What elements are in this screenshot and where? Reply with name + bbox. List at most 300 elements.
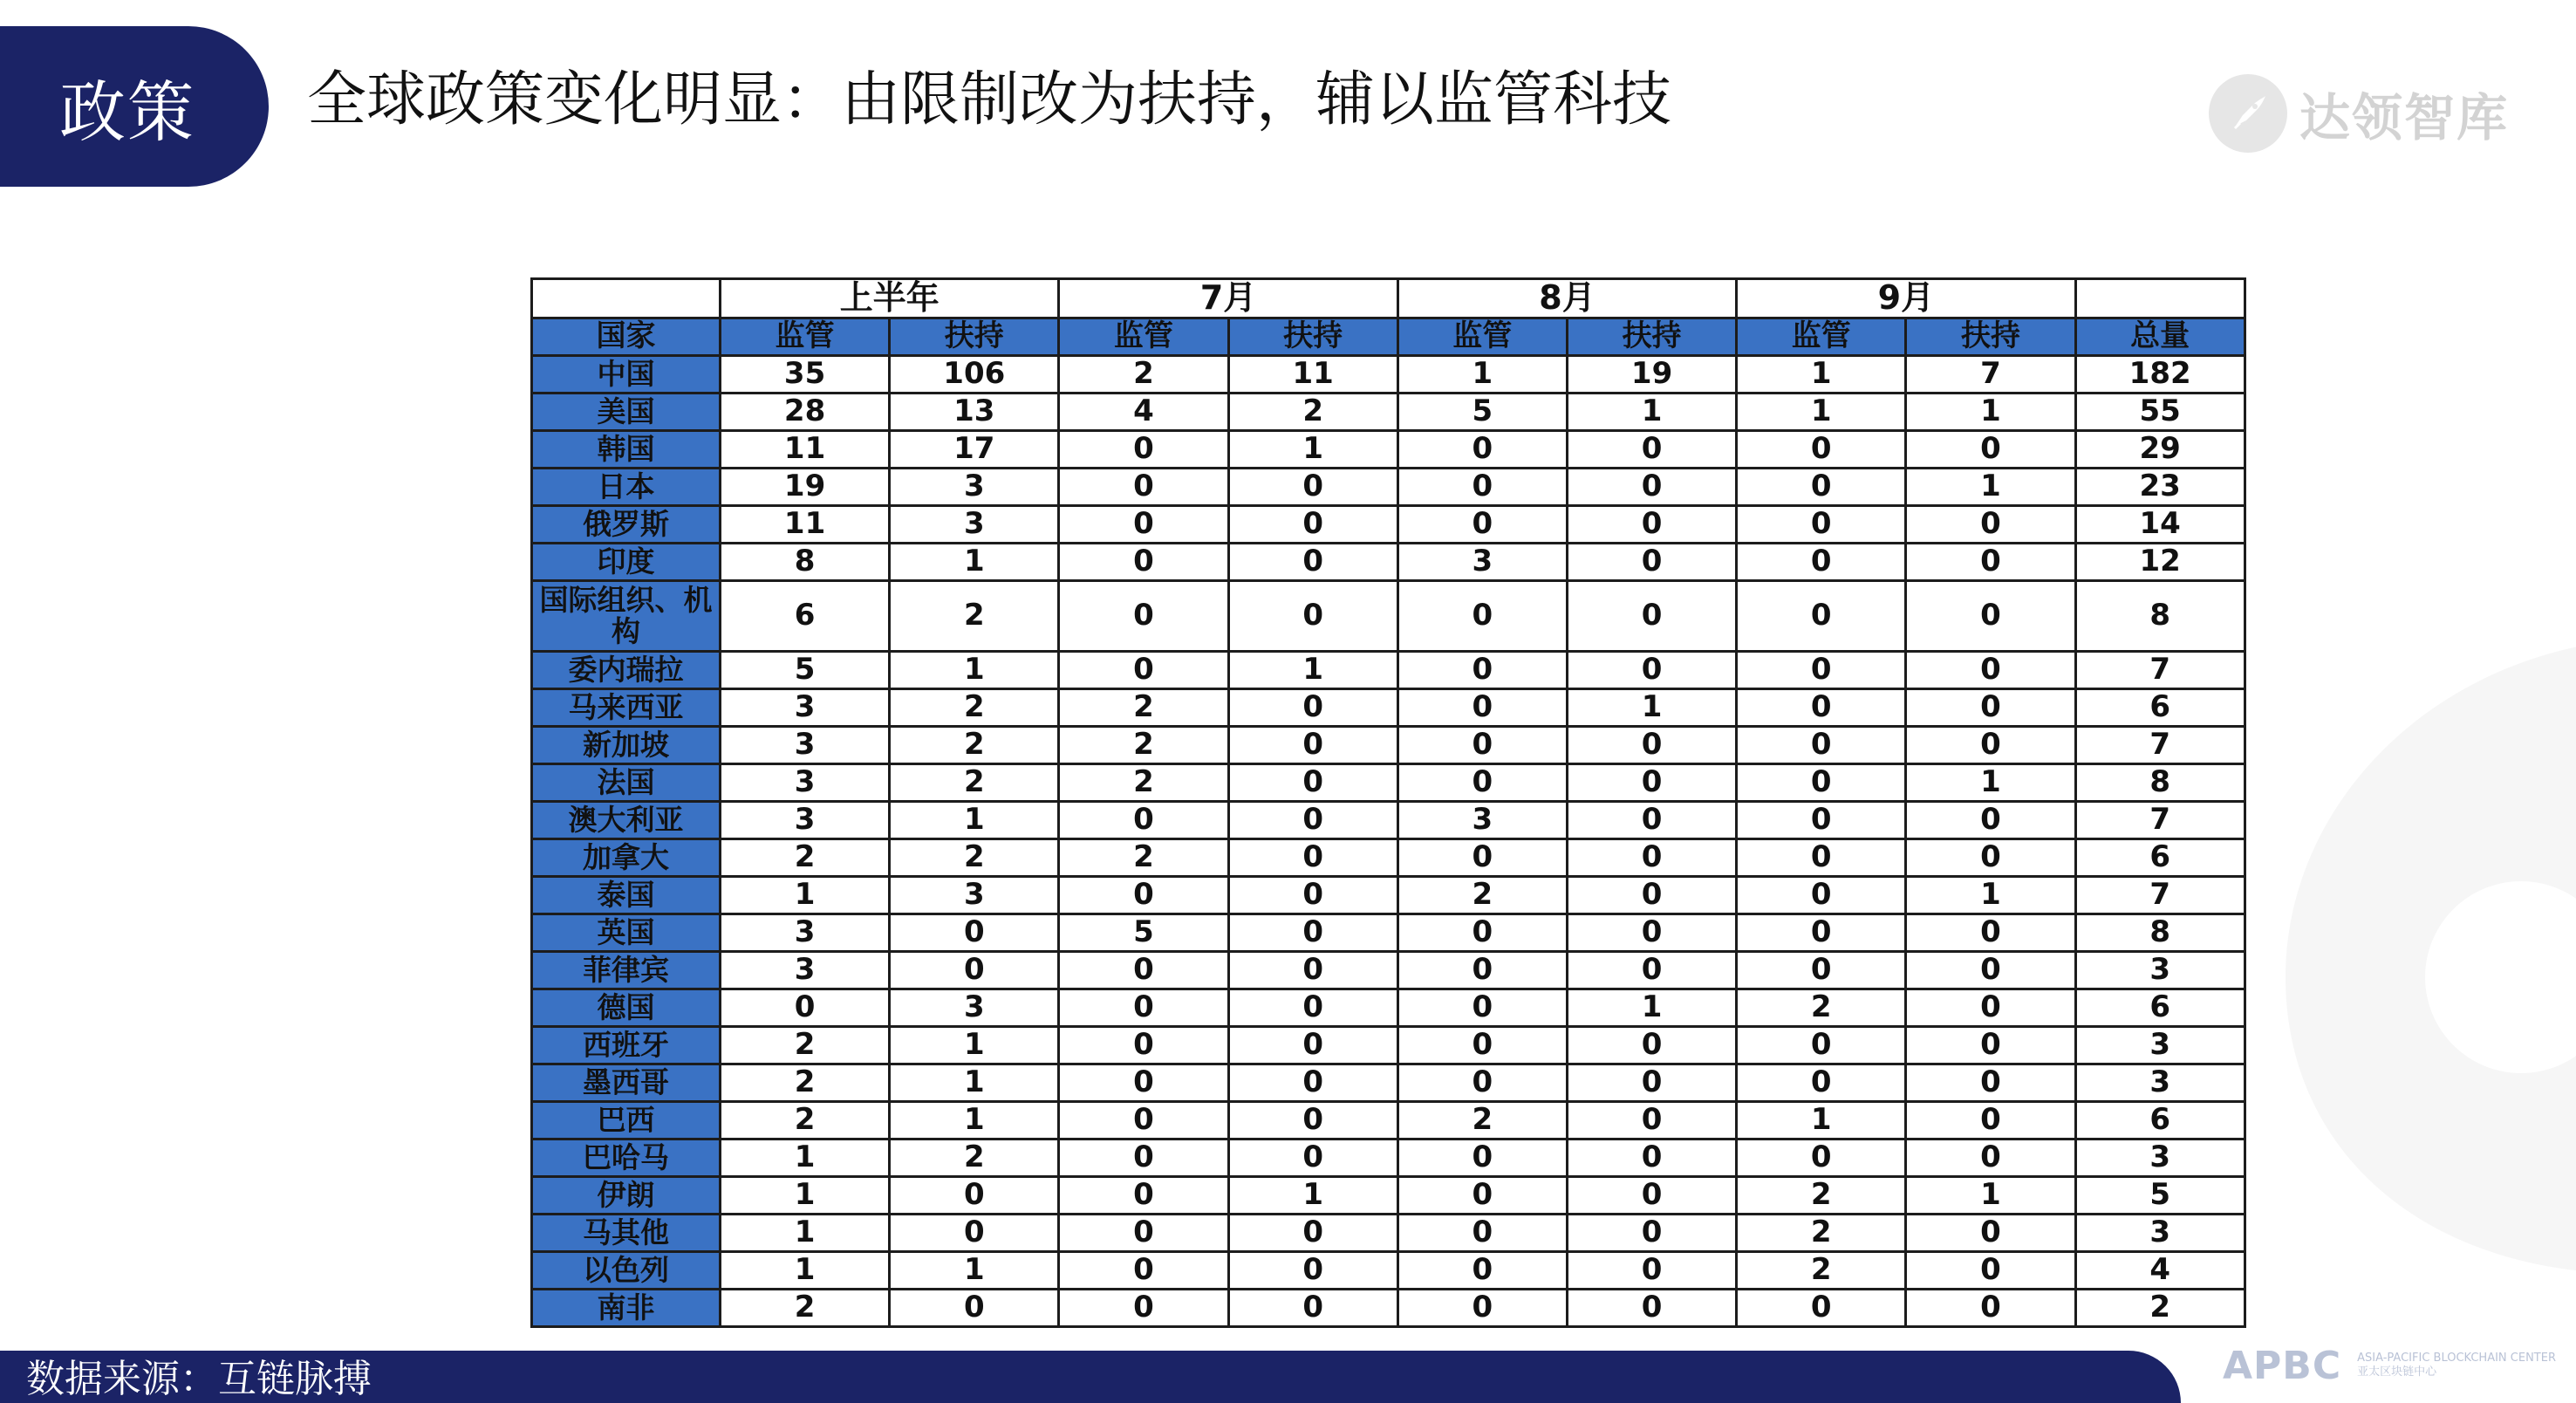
value-cell: 0 — [1059, 1290, 1228, 1327]
apbc-en: ASIA-PACIFIC BLOCKCHAIN CENTER — [2357, 1352, 2556, 1365]
value-cell: 2 — [721, 1290, 890, 1327]
value-cell: 0 — [1906, 652, 2075, 689]
apbc-caption — [2357, 1352, 2556, 1379]
value-cell: 19 — [721, 469, 890, 506]
value-cell: 1 — [1567, 989, 1736, 1027]
value-cell: 0 — [1567, 1140, 1736, 1177]
value-cell: 1 — [890, 802, 1059, 839]
country-cell: 菲律宾 — [532, 952, 721, 989]
country-cell: 巴西 — [532, 1102, 721, 1140]
value-cell: 1 — [1228, 652, 1397, 689]
value-cell: 3 — [721, 952, 890, 989]
page-title: 全球政策变化明显：由限制改为扶持，辅以监管科技 — [307, 65, 1672, 134]
value-cell: 0 — [1567, 802, 1736, 839]
value-cell: 0 — [890, 1215, 1059, 1252]
value-cell: 35 — [721, 356, 890, 394]
value-cell: 0 — [1737, 802, 1906, 839]
col-jul-support: 扶持 — [1228, 318, 1397, 356]
brand-name: 达领智库 — [2299, 88, 2510, 147]
country-cell: 泰国 — [532, 877, 721, 914]
country-cell: 韩国 — [532, 431, 721, 469]
value-cell: 0 — [1737, 581, 1906, 652]
value-cell: 3 — [721, 764, 890, 802]
table-row — [532, 689, 2245, 727]
country-cell: 委内瑞拉 — [532, 652, 721, 689]
value-cell: 0 — [1397, 581, 1567, 652]
country-cell: 西班牙 — [532, 1027, 721, 1064]
value-cell: 2 — [1397, 877, 1567, 914]
value-cell: 0 — [1397, 469, 1567, 506]
value-cell: 0 — [1737, 914, 1906, 952]
value-cell: 0 — [1397, 727, 1567, 764]
value-cell: 28 — [721, 394, 890, 431]
value-cell: 0 — [1906, 727, 2075, 764]
value-cell: 0 — [1906, 839, 2075, 877]
section-tab — [0, 26, 269, 187]
value-cell: 0 — [1397, 764, 1567, 802]
value-cell: 2 — [1059, 839, 1228, 877]
country-cell: 法国 — [532, 764, 721, 802]
country-cell: 印度 — [532, 544, 721, 581]
value-cell: 0 — [1906, 689, 2075, 727]
value-cell: 0 — [1737, 839, 1906, 877]
value-cell: 1 — [721, 877, 890, 914]
value-cell: 1 — [1906, 394, 2075, 431]
value-cell: 0 — [1228, 802, 1397, 839]
value-cell: 0 — [1567, 1102, 1736, 1140]
value-cell: 0 — [1228, 581, 1397, 652]
corner-cell — [532, 279, 721, 318]
value-cell: 0 — [1397, 1177, 1567, 1215]
value-cell: 0 — [1059, 952, 1228, 989]
value-cell: 2 — [721, 1027, 890, 1064]
table-row — [532, 1252, 2245, 1290]
value-cell: 7 — [2075, 877, 2245, 914]
value-cell: 3 — [2075, 1215, 2245, 1252]
value-cell: 3 — [721, 802, 890, 839]
value-cell: 1 — [1228, 1177, 1397, 1215]
value-cell: 2 — [721, 839, 890, 877]
value-cell: 0 — [1567, 544, 1736, 581]
value-cell: 1 — [1906, 1177, 2075, 1215]
value-cell: 0 — [1906, 544, 2075, 581]
value-cell: 13 — [890, 394, 1059, 431]
value-cell: 0 — [1567, 839, 1736, 877]
value-cell: 6 — [2075, 839, 2245, 877]
table-row — [532, 356, 2245, 394]
col-h1-regulate: 监管 — [721, 318, 890, 356]
value-cell: 0 — [1228, 839, 1397, 877]
value-cell: 2 — [721, 1064, 890, 1102]
value-cell: 0 — [1567, 1064, 1736, 1102]
country-cell: 马来西亚 — [532, 689, 721, 727]
country-cell: 新加坡 — [532, 727, 721, 764]
col-total: 总量 — [2075, 318, 2245, 356]
value-cell: 0 — [1737, 764, 1906, 802]
value-cell: 1 — [890, 1252, 1059, 1290]
value-cell: 0 — [1228, 1140, 1397, 1177]
value-cell: 6 — [2075, 1102, 2245, 1140]
table-row — [532, 506, 2245, 544]
value-cell: 17 — [890, 431, 1059, 469]
value-cell: 0 — [1059, 1027, 1228, 1064]
col-aug-regulate: 监管 — [1397, 318, 1567, 356]
value-cell: 0 — [1737, 727, 1906, 764]
value-cell: 1 — [721, 1215, 890, 1252]
country-cell: 国际组织、机构 — [532, 581, 721, 652]
value-cell: 0 — [1397, 431, 1567, 469]
table-row — [532, 914, 2245, 952]
value-cell: 2 — [1737, 1177, 1906, 1215]
value-cell: 55 — [2075, 394, 2245, 431]
value-cell: 6 — [721, 581, 890, 652]
value-cell: 0 — [1567, 1177, 1736, 1215]
table-row — [532, 764, 2245, 802]
value-cell: 1 — [1397, 356, 1567, 394]
value-cell: 0 — [1567, 1252, 1736, 1290]
value-cell: 0 — [1906, 914, 2075, 952]
value-cell: 3 — [2075, 952, 2245, 989]
value-cell: 0 — [1397, 1215, 1567, 1252]
value-cell: 1 — [1567, 689, 1736, 727]
value-cell: 1 — [1906, 764, 2075, 802]
period-h1: 上半年 — [721, 279, 1059, 318]
value-cell: 3 — [1397, 802, 1567, 839]
value-cell: 8 — [721, 544, 890, 581]
country-cell: 南非 — [532, 1290, 721, 1327]
value-cell: 1 — [1906, 469, 2075, 506]
value-cell: 0 — [1228, 1102, 1397, 1140]
value-cell: 0 — [1228, 727, 1397, 764]
value-cell: 7 — [2075, 652, 2245, 689]
value-cell: 0 — [1228, 952, 1397, 989]
value-cell: 0 — [1059, 1140, 1228, 1177]
table-row — [532, 581, 2245, 652]
col-jul-regulate: 监管 — [1059, 318, 1228, 356]
value-cell: 0 — [890, 952, 1059, 989]
country-cell: 澳大利亚 — [532, 802, 721, 839]
value-cell: 2 — [890, 581, 1059, 652]
data-source: 数据来源：互链脉搏 — [26, 1357, 372, 1401]
value-cell: 0 — [1737, 1140, 1906, 1177]
value-cell: 1 — [721, 1252, 890, 1290]
value-cell: 0 — [1567, 764, 1736, 802]
value-cell: 0 — [1906, 952, 2075, 989]
value-cell: 0 — [1059, 877, 1228, 914]
value-cell: 6 — [2075, 989, 2245, 1027]
country-cell: 俄罗斯 — [532, 506, 721, 544]
table-row — [532, 1102, 2245, 1140]
value-cell: 0 — [1228, 544, 1397, 581]
value-cell: 106 — [890, 356, 1059, 394]
value-cell: 2 — [721, 1102, 890, 1140]
value-cell: 3 — [1397, 544, 1567, 581]
period-total — [2075, 279, 2245, 318]
col-h1-support: 扶持 — [890, 318, 1059, 356]
value-cell: 0 — [1397, 1064, 1567, 1102]
country-cell: 日本 — [532, 469, 721, 506]
table-row — [532, 469, 2245, 506]
country-cell: 英国 — [532, 914, 721, 952]
value-cell: 3 — [2075, 1064, 2245, 1102]
table-row — [532, 1177, 2245, 1215]
value-cell: 0 — [1397, 1027, 1567, 1064]
value-cell: 0 — [1906, 1102, 2075, 1140]
value-cell: 3 — [890, 469, 1059, 506]
value-cell: 2 — [1059, 764, 1228, 802]
value-cell: 1 — [1737, 356, 1906, 394]
country-cell: 德国 — [532, 989, 721, 1027]
value-cell: 1 — [1737, 1102, 1906, 1140]
value-cell: 0 — [1737, 689, 1906, 727]
value-cell: 3 — [890, 877, 1059, 914]
table-row — [532, 1215, 2245, 1252]
value-cell: 0 — [1737, 1290, 1906, 1327]
value-cell: 0 — [1228, 689, 1397, 727]
value-cell: 1 — [721, 1140, 890, 1177]
value-cell: 0 — [1737, 952, 1906, 989]
value-cell: 0 — [1737, 469, 1906, 506]
value-cell: 0 — [1567, 914, 1736, 952]
country-cell: 加拿大 — [532, 839, 721, 877]
country-cell: 墨西哥 — [532, 1064, 721, 1102]
value-cell: 0 — [1059, 989, 1228, 1027]
value-cell: 0 — [1567, 727, 1736, 764]
value-cell: 0 — [1737, 1027, 1906, 1064]
value-cell: 0 — [1059, 581, 1228, 652]
value-cell: 0 — [1737, 877, 1906, 914]
country-cell: 美国 — [532, 394, 721, 431]
value-cell: 1 — [890, 652, 1059, 689]
value-cell: 0 — [1228, 1064, 1397, 1102]
value-cell: 0 — [1228, 989, 1397, 1027]
value-cell: 0 — [1397, 989, 1567, 1027]
value-cell: 0 — [1567, 952, 1736, 989]
value-cell: 0 — [1397, 952, 1567, 989]
value-cell: 0 — [1737, 431, 1906, 469]
value-cell: 5 — [721, 652, 890, 689]
value-cell: 2 — [890, 689, 1059, 727]
value-cell: 2 — [1737, 1252, 1906, 1290]
value-cell: 0 — [1567, 506, 1736, 544]
value-cell: 3 — [890, 989, 1059, 1027]
value-cell: 8 — [2075, 581, 2245, 652]
value-cell: 0 — [1906, 431, 2075, 469]
value-cell: 8 — [2075, 764, 2245, 802]
value-cell: 1 — [1228, 431, 1397, 469]
value-cell: 0 — [890, 1290, 1059, 1327]
table-row — [532, 1290, 2245, 1327]
value-cell: 0 — [1397, 506, 1567, 544]
value-cell: 0 — [1228, 764, 1397, 802]
period-header-row — [532, 279, 2245, 318]
value-cell: 11 — [721, 431, 890, 469]
value-cell: 0 — [1567, 1290, 1736, 1327]
value-cell: 11 — [721, 506, 890, 544]
value-cell: 0 — [890, 1177, 1059, 1215]
apbc-cn: 亚太区块链中心 — [2357, 1365, 2437, 1379]
value-cell: 19 — [1567, 356, 1736, 394]
value-cell: 1 — [890, 1064, 1059, 1102]
value-cell: 0 — [1906, 802, 2075, 839]
value-cell: 3 — [721, 914, 890, 952]
table-row — [532, 802, 2245, 839]
value-cell: 0 — [1737, 1064, 1906, 1102]
policy-table — [530, 277, 2244, 1328]
table-row — [532, 1027, 2245, 1064]
value-cell: 0 — [1397, 652, 1567, 689]
table-row — [532, 1064, 2245, 1102]
value-cell: 0 — [1906, 1064, 2075, 1102]
value-cell: 0 — [1059, 1064, 1228, 1102]
value-cell: 0 — [1906, 1252, 2075, 1290]
value-cell: 0 — [1397, 914, 1567, 952]
value-cell: 0 — [1906, 989, 2075, 1027]
value-cell: 0 — [1567, 652, 1736, 689]
brand-logo — [2209, 72, 2509, 155]
value-cell: 0 — [1228, 1215, 1397, 1252]
country-cell: 巴哈马 — [532, 1140, 721, 1177]
table-row — [532, 652, 2245, 689]
value-cell: 0 — [1228, 914, 1397, 952]
country-cell: 以色列 — [532, 1252, 721, 1290]
value-cell: 6 — [2075, 689, 2245, 727]
value-cell: 0 — [1059, 1102, 1228, 1140]
value-cell: 0 — [1737, 506, 1906, 544]
value-cell: 0 — [1059, 544, 1228, 581]
value-cell: 0 — [1567, 469, 1736, 506]
value-cell: 0 — [1567, 581, 1736, 652]
value-cell: 29 — [2075, 431, 2245, 469]
value-cell: 0 — [1059, 1215, 1228, 1252]
period-july: 7月 — [1059, 279, 1397, 318]
period-september: 9月 — [1737, 279, 2075, 318]
value-cell: 1 — [890, 1102, 1059, 1140]
value-cell: 3 — [2075, 1140, 2245, 1177]
value-cell: 23 — [2075, 469, 2245, 506]
value-cell: 0 — [721, 989, 890, 1027]
value-cell: 0 — [1567, 877, 1736, 914]
value-cell: 4 — [2075, 1252, 2245, 1290]
value-cell: 0 — [1906, 1027, 2075, 1064]
value-cell: 0 — [1228, 1252, 1397, 1290]
value-cell: 0 — [1059, 506, 1228, 544]
value-cell: 0 — [1228, 469, 1397, 506]
value-cell: 7 — [2075, 727, 2245, 764]
col-sep-regulate: 监管 — [1737, 318, 1906, 356]
value-cell: 2 — [890, 727, 1059, 764]
period-august: 8月 — [1397, 279, 1736, 318]
col-sep-support: 扶持 — [1906, 318, 2075, 356]
value-cell: 0 — [1228, 1290, 1397, 1327]
apbc-logo — [2223, 1340, 2556, 1391]
value-cell: 0 — [1737, 544, 1906, 581]
value-cell: 2 — [1059, 356, 1228, 394]
value-cell: 4 — [1059, 394, 1228, 431]
value-cell: 7 — [1906, 356, 2075, 394]
table-row — [532, 839, 2245, 877]
value-cell: 12 — [2075, 544, 2245, 581]
table-row — [532, 1140, 2245, 1177]
table-row — [532, 952, 2245, 989]
value-cell: 3 — [2075, 1027, 2245, 1064]
value-cell: 1 — [890, 1027, 1059, 1064]
value-cell: 0 — [1906, 506, 2075, 544]
value-cell: 3 — [721, 727, 890, 764]
value-cell: 1 — [1567, 394, 1736, 431]
value-cell: 0 — [1737, 652, 1906, 689]
value-cell: 11 — [1228, 356, 1397, 394]
value-cell: 1 — [890, 544, 1059, 581]
value-cell: 0 — [1228, 877, 1397, 914]
value-cell: 7 — [2075, 802, 2245, 839]
column-header-row — [532, 318, 2245, 356]
value-cell: 0 — [1567, 1215, 1736, 1252]
value-cell: 0 — [1397, 839, 1567, 877]
rocket-icon — [2209, 74, 2287, 153]
value-cell: 1 — [1737, 394, 1906, 431]
table-row — [532, 544, 2245, 581]
value-cell: 2 — [1737, 1215, 1906, 1252]
value-cell: 2 — [890, 839, 1059, 877]
country-cell: 马其他 — [532, 1215, 721, 1252]
value-cell: 0 — [1906, 1290, 2075, 1327]
value-cell: 0 — [1906, 1140, 2075, 1177]
value-cell: 0 — [1397, 1252, 1567, 1290]
table-row — [532, 727, 2245, 764]
value-cell: 0 — [1567, 431, 1736, 469]
value-cell: 2 — [1059, 727, 1228, 764]
value-cell: 5 — [1059, 914, 1228, 952]
value-cell: 2 — [2075, 1290, 2245, 1327]
value-cell: 0 — [1397, 689, 1567, 727]
value-cell: 0 — [1906, 1215, 2075, 1252]
apbc-logo-text: APBC — [2223, 1343, 2342, 1388]
value-cell: 0 — [1059, 802, 1228, 839]
country-cell: 中国 — [532, 356, 721, 394]
value-cell: 0 — [1397, 1140, 1567, 1177]
table-row — [532, 394, 2245, 431]
value-cell: 5 — [2075, 1177, 2245, 1215]
value-cell: 2 — [1059, 689, 1228, 727]
value-cell: 0 — [1059, 1177, 1228, 1215]
value-cell: 0 — [1059, 469, 1228, 506]
col-country: 国家 — [532, 318, 721, 356]
background-decoration — [2233, 628, 2576, 1291]
value-cell: 2 — [1397, 1102, 1567, 1140]
value-cell: 3 — [890, 506, 1059, 544]
value-cell: 2 — [1737, 989, 1906, 1027]
value-cell: 0 — [1059, 1252, 1228, 1290]
value-cell: 0 — [1228, 506, 1397, 544]
value-cell: 1 — [1906, 877, 2075, 914]
table-row — [532, 989, 2245, 1027]
value-cell: 2 — [890, 1140, 1059, 1177]
value-cell: 0 — [1059, 431, 1228, 469]
table-row — [532, 431, 2245, 469]
country-cell: 伊朗 — [532, 1177, 721, 1215]
value-cell: 2 — [890, 764, 1059, 802]
value-cell: 8 — [2075, 914, 2245, 952]
value-cell: 0 — [1397, 1290, 1567, 1327]
value-cell: 5 — [1397, 394, 1567, 431]
value-cell: 0 — [1567, 1027, 1736, 1064]
value-cell: 182 — [2075, 356, 2245, 394]
value-cell: 0 — [890, 914, 1059, 952]
value-cell: 1 — [721, 1177, 890, 1215]
section-label: 政策 — [59, 72, 195, 151]
col-aug-support: 扶持 — [1567, 318, 1736, 356]
